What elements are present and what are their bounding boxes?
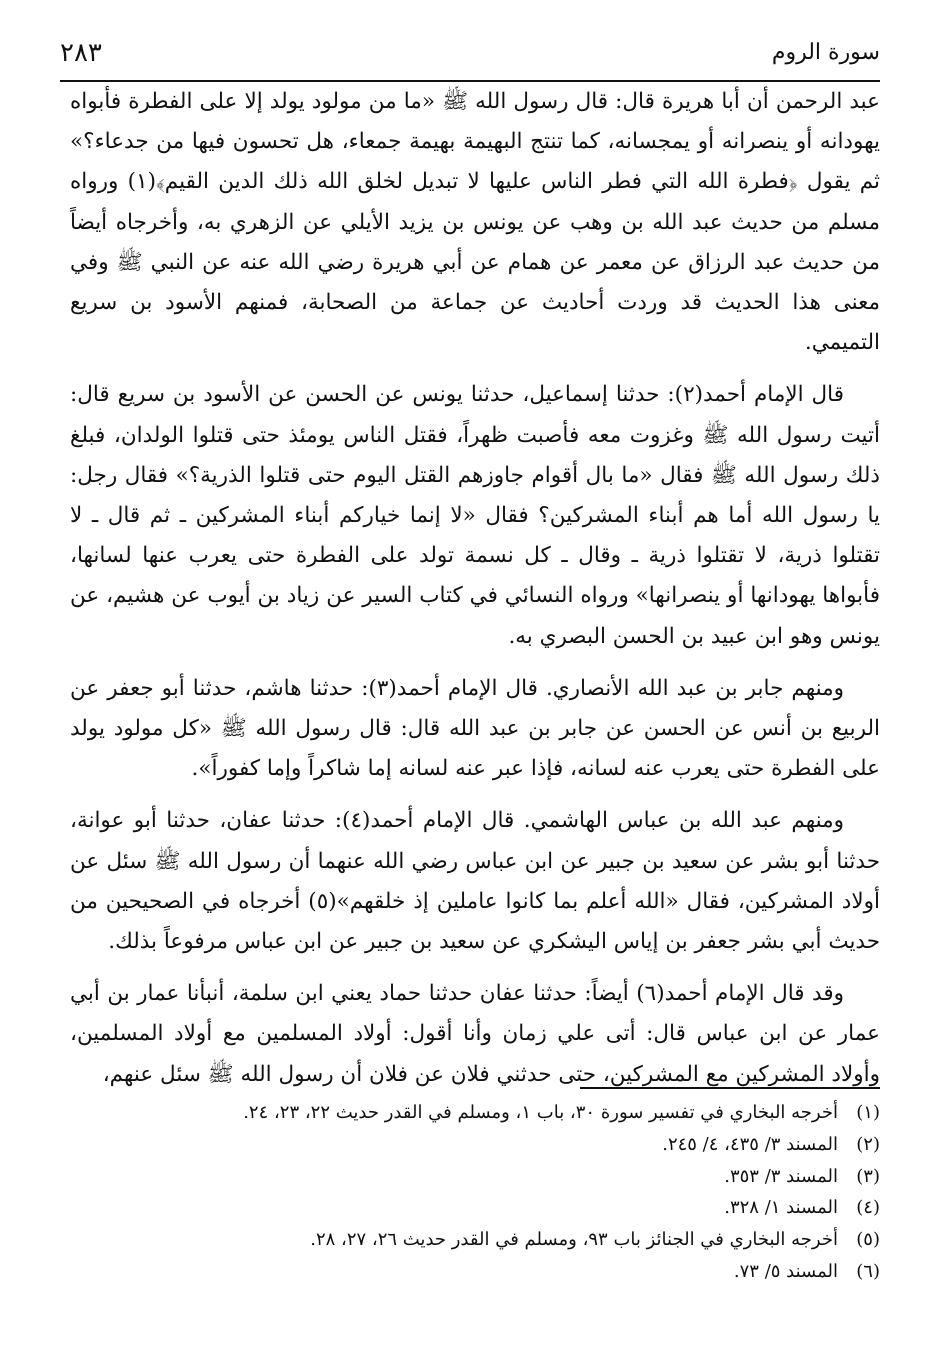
footnote-divider: [580, 1087, 880, 1089]
page-number: ٢٨٣: [60, 38, 102, 68]
footnote-number: (٤): [856, 1197, 880, 1219]
footnote-text: المسند ٥/ ٧٣.: [733, 1260, 838, 1282]
footnotes: [100, 1097, 880, 1288]
paragraph: ومنهم جابر بن عبد الله الأنصاري. قال الإمام أحمد(٣): حدثنا هاشم، حدثنا أبو جعفر عن الربيع بن أنس عن الحسن عن جابر بن عبد الله قال: قال رسول الله ﷺ «كل مولود يولد على الفطرة حتى يعرب عنه لسانه، فإذا عبر عنه لسانه إما شاكراً وإما كفوراً».: [70, 675, 880, 782]
paragraph: وقد قال الإمام أحمد(٦) أيضاً: حدثنا عفان حدثنا حماد يعني ابن سلمة، أنبأنا عمار بن أبي عمار عن ابن عباس قال: أتى علي زمان وأنا أقول: أولاد المسلمين مع أولاد المسلمين، وأولاد المشركين مع المشركين، حتى حدثني فلان عن فلان أن رسول الله ﷺ سئل عنهم،: [70, 981, 880, 1087]
footnote: [100, 1256, 880, 1288]
footnote-number: (٦): [856, 1260, 880, 1282]
footnote-text: المسند ١/ ٣٢٨.: [724, 1197, 838, 1219]
footnote: [100, 1192, 880, 1224]
paragraph: عبد الرحمن أن أبا هريرة قال: قال رسول الله ﷺ «ما من مولود يولد إلا على الفطرة فأبواه يهودانه أو ينصرانه أو يمجسانه، كما تنتج البهيمة بهيمة جمعاء، هل تحسون فيها من جدعاء؟» ثم يقول ﴿فطرة الله التي فطر الناس عليها لا تبديل لخلق الله ذلك الدين القيم﴾(١) ورواه مسلم من حديث عبد الله بن وهب عن يونس بن يزيد الأيلي عن الزهري به، وأخرجاه أيضاً من حديث عبد الرزاق عن معمر عن همام عن أبي هريرة رضي الله عنه عن النبي ﷺ وفي معنى هذا الحديث قد وردت أحاديث عن جماعة من الصحابة، فمنهم الأسود بن سريع التميمي.: [70, 89, 880, 356]
surah-title: سورة الروم: [771, 40, 880, 65]
footnote: [100, 1097, 880, 1129]
running-header: [60, 34, 880, 82]
footnote-number: (٢): [856, 1133, 880, 1155]
footnote: [100, 1161, 880, 1193]
footnote-text: المسند ٣/ ٣٥٣.: [724, 1165, 838, 1187]
footnote-text: أخرجه البخاري في تفسير سورة ٣٠، باب ١، ومسلم في القدر حديث ٢٢، ٢٣، ٢٤.: [243, 1102, 838, 1123]
footnote-number: (٣): [856, 1165, 880, 1187]
footnote-number: (١): [856, 1102, 880, 1123]
paragraph: قال الإمام أحمد(٢): حدثنا إسماعيل، حدثنا يونس عن الحسن عن الأسود بن سريع قال: أتيت رسول الله ﷺ وغزوت معه فأصبت ظهراً، فقتل الناس يومئذ حتى قتلوا الولدان، فبلغ ذلك رسول الله ﷺ فقال «ما بال أقوام جاوزهم القتل اليوم حتى قتلوا الذرية؟» فقال رجل: يا رسول الله أما هم أبناء المشركين؟ فقال «لا إنما خياركم أبناء المشركين ـ ثم قال ـ لا تقتلوا ذرية، لا تقتلوا ذرية ـ وقال ـ كل نسمة تولد على الفطرة حتى يعرب عنها لسانها، فأبواها يهودانها أو ينصرانها» ورواه النسائي في كتاب السير عن زياد بن أيوب عن هشيم، عن يونس وهو ابن عبيد بن الحسن البصري به.: [70, 382, 880, 649]
footnote-text: المسند ٣/ ٤٣٥، ٤/ ٢٤٥.: [662, 1133, 838, 1155]
main-text: [70, 82, 880, 1107]
paragraph: ومنهم عبد الله بن عباس الهاشمي. قال الإمام أحمد(٤): حدثنا عفان، حدثنا أبو عوانة، حدثنا أبو بشر عن سعيد بن جبير عن ابن عباس رضي الله عنهما أن رسول الله ﷺ سئل عن أولاد المشركين، فقال «الله أعلم بما كانوا عاملين إذ خلقهم»(٥) أخرجاه في الصحيحين من حديث أبي بشر جعفر بن إياس اليشكري عن سعيد بن جبير عن ابن عباس مرفوعاً بذلك.: [70, 808, 880, 955]
footnote-number: (٥): [856, 1229, 880, 1251]
footnote: [100, 1129, 880, 1161]
footnote-text: أخرجه البخاري في الجنائز باب ٩٣، ومسلم في القدر حديث ٢٦، ٢٧، ٢٨.: [310, 1229, 838, 1251]
footnote: [100, 1224, 880, 1256]
